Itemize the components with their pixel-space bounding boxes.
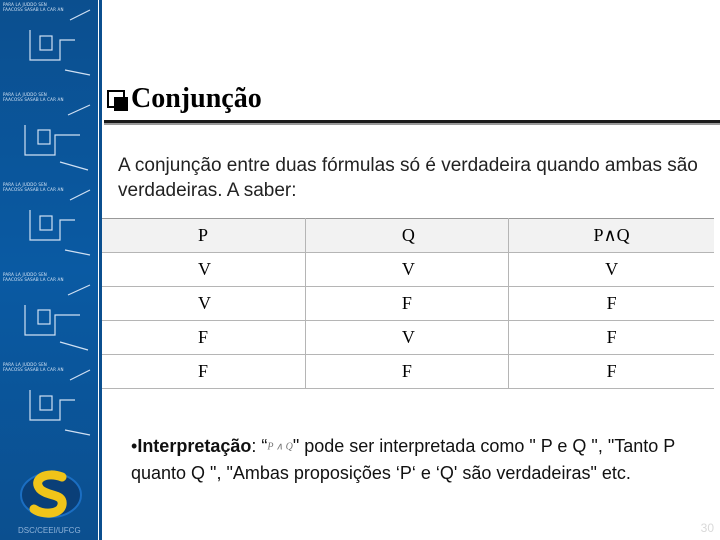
table-row (102, 287, 714, 321)
slide-title: Conjunção (131, 83, 262, 114)
circuit-diagram-icon (0, 90, 98, 180)
table-cell: F (509, 355, 714, 389)
sidebar-tile: PARA LA JUDDO SEN FAACOSS SASAB LA CAR AN (0, 180, 98, 270)
dsc-logo-icon (18, 465, 84, 521)
table-cell: V (305, 321, 508, 355)
title-rule (104, 120, 720, 123)
table-row (102, 355, 714, 389)
table-cell: F (305, 355, 508, 389)
table-cell: V (305, 253, 508, 287)
table-cell: V (102, 253, 305, 287)
interpretation-label: Interpretação (137, 436, 252, 456)
interpretation-paragraph (131, 433, 711, 486)
page-number: 30 (700, 521, 714, 535)
header-cell: P (102, 219, 305, 253)
checkbox-bullet-icon (107, 90, 125, 108)
table-header-row (102, 219, 714, 253)
truth-table (102, 218, 714, 389)
table-row (102, 253, 714, 287)
sidebar-tile: PARA LA JUDDO SEN FAACOSS SASAB LA CAR AN (0, 270, 98, 360)
table-cell: V (102, 287, 305, 321)
formula: P ∧ Q (267, 441, 293, 453)
table-cell: F (509, 287, 714, 321)
table-cell: F (305, 287, 508, 321)
sidebar-tile (0, 0, 98, 90)
interpretation-text: " pode ser interpretada como " P e Q ", "Tanto P quanto Q ", "Ambas proposições ‘P‘ e ‘Q' são verdadeiras" etc. (131, 436, 675, 484)
circuit-diagram-icon (0, 180, 98, 270)
circuit-diagram-icon (0, 0, 98, 90)
table-cell: F (102, 321, 305, 355)
sidebar-tile: PARA LA JUDDO SEN FAACOSS SASAB LA CAR AN (0, 360, 98, 450)
intro-text: A conjunção entre duas fórmulas só é verdadeira quando ambas são verdadeiras. A saber: (118, 155, 698, 201)
footer-label: DSC/CEEI/UFCG (18, 526, 81, 535)
circuit-diagram-icon (0, 360, 98, 450)
table-row (102, 321, 714, 355)
table-cell: V (509, 253, 714, 287)
sidebar-decoration (0, 0, 98, 540)
bullet-icon: • (131, 436, 138, 456)
tile-caption: PARA LA JUDDO SEN FAACOSS SASAB LA CAR AN (3, 2, 64, 12)
interpretation-colon: : “ (251, 436, 268, 456)
header-cell: P∧Q (509, 219, 714, 253)
header-cell: Q (305, 219, 508, 253)
circuit-diagram-icon (0, 270, 98, 360)
sidebar-tile: PARA LA JUDDO SEN FAACOSS SASAB LA CAR AN (0, 90, 98, 180)
slide-title-block (107, 83, 262, 115)
table-cell: F (102, 355, 305, 389)
table-cell: F (509, 321, 714, 355)
